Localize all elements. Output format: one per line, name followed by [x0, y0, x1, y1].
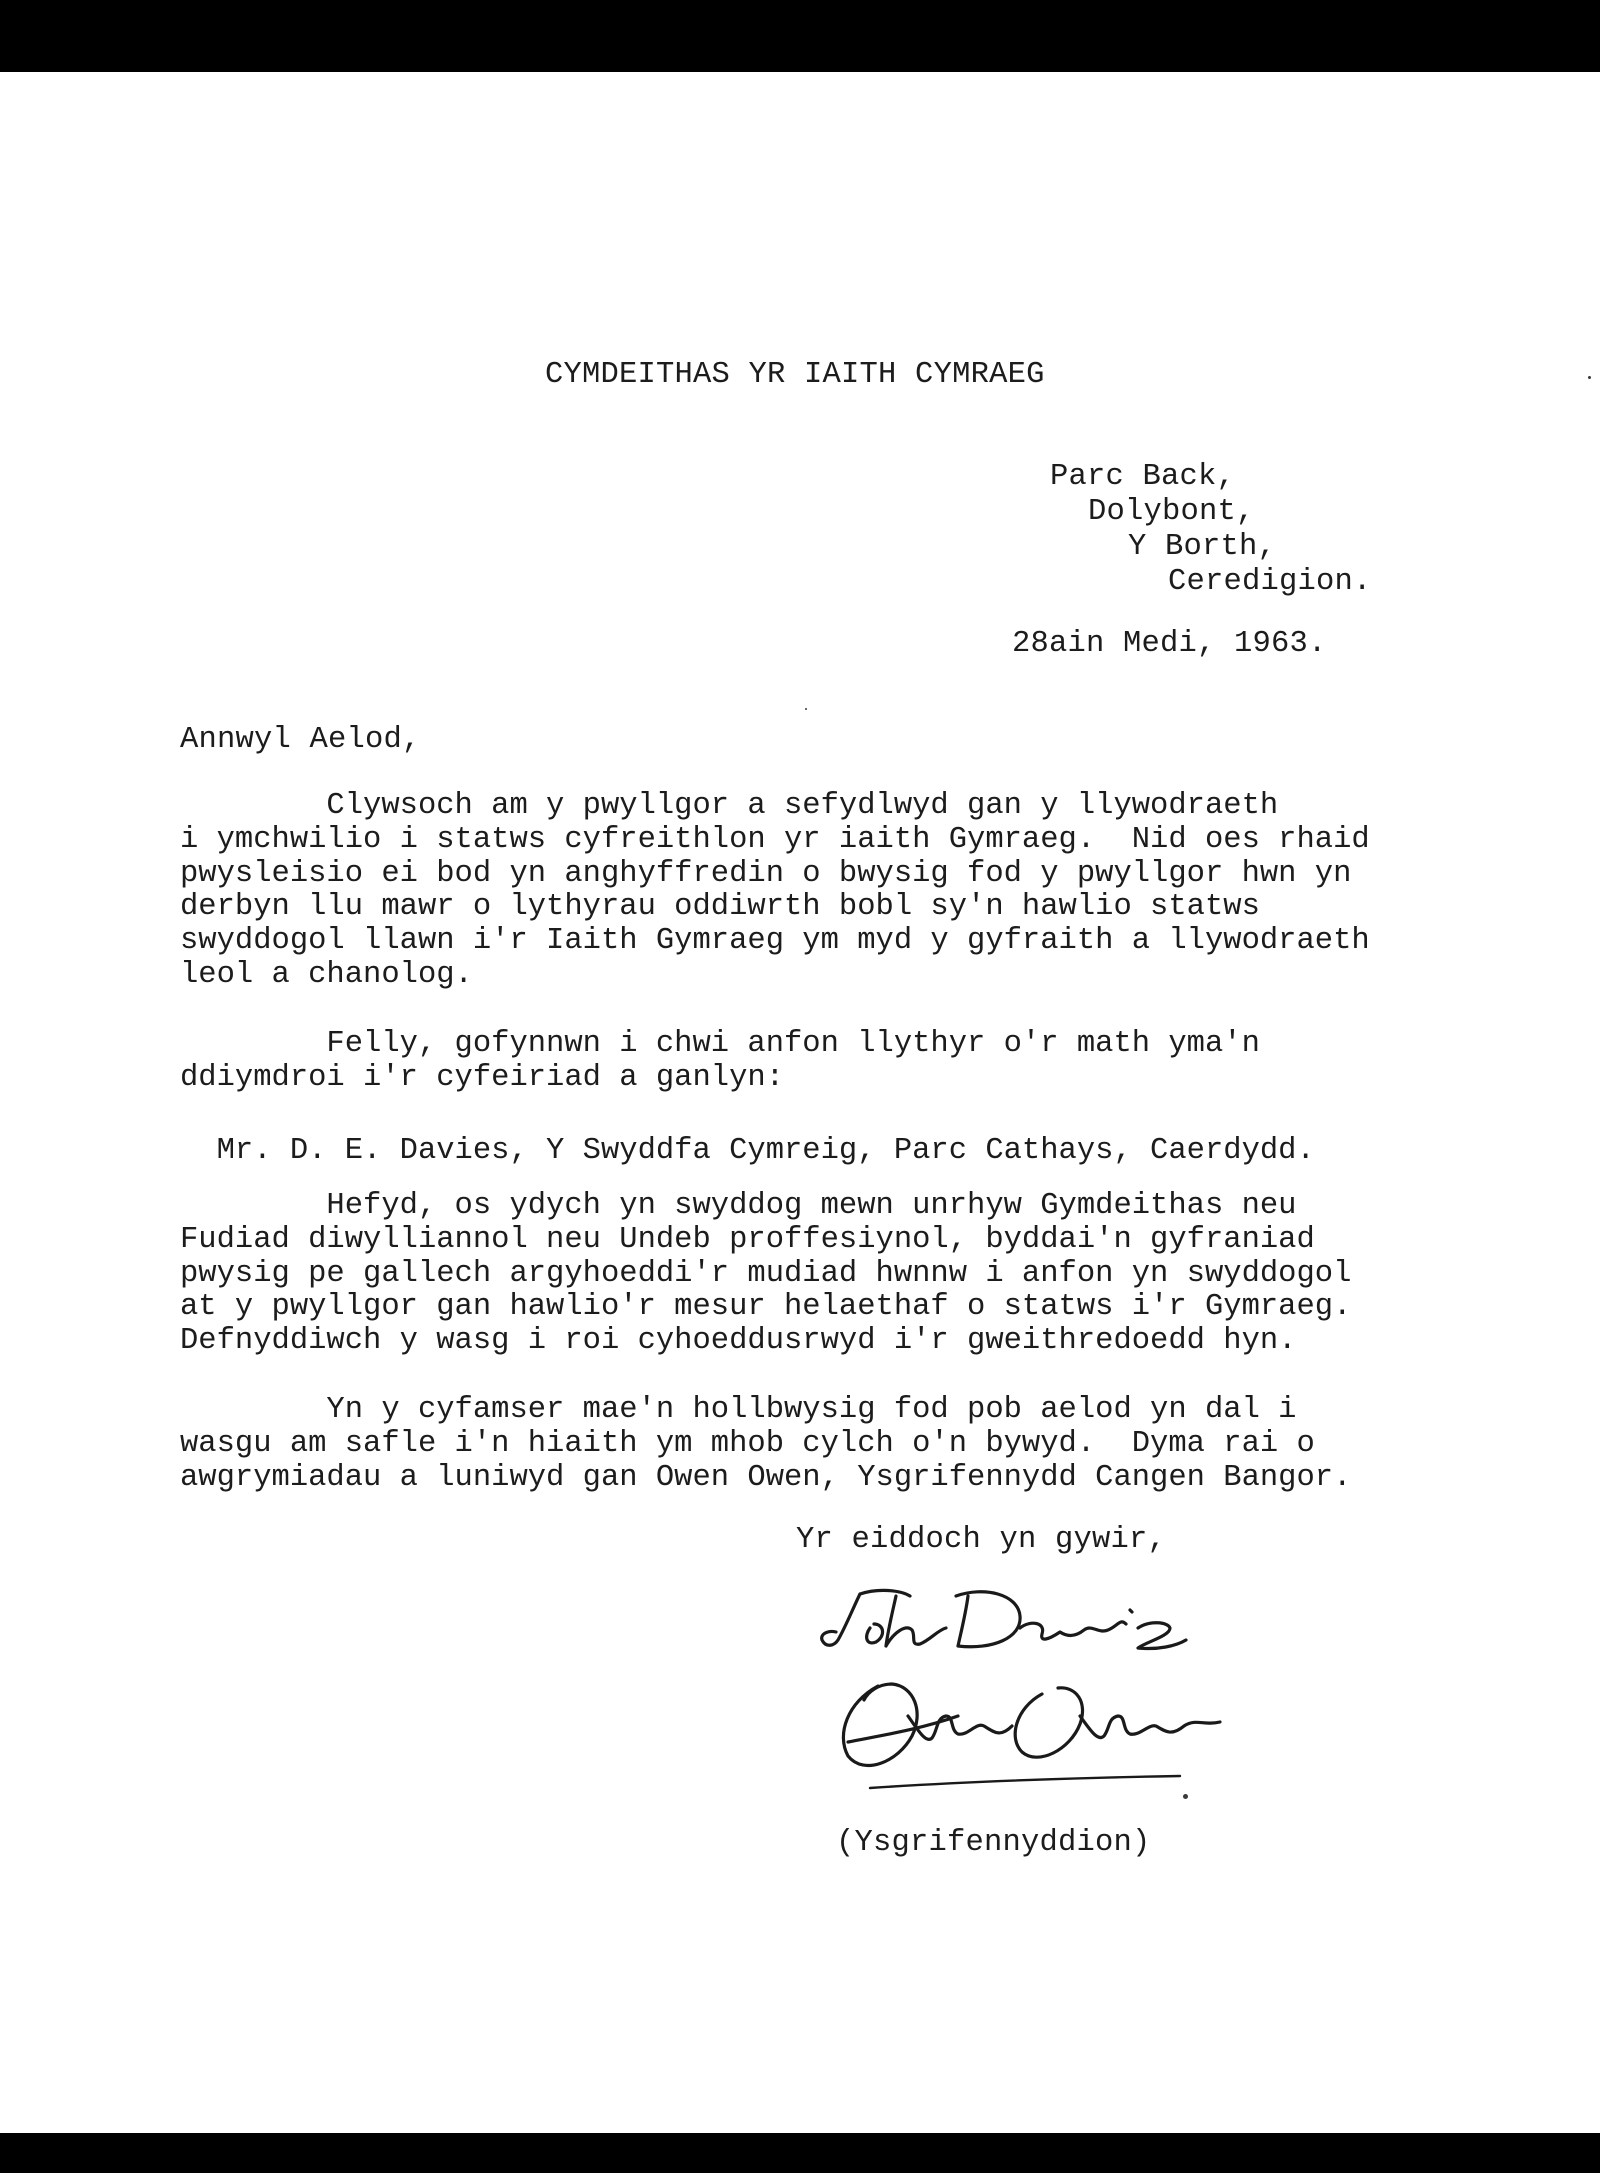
paragraph-line: pwysig pe gallech argyhoeddi'r mudiad hwnnw i anfon yn swyddogol [180, 1256, 1352, 1291]
signature-stroke [867, 1624, 883, 1643]
paragraph-line: ddiymdroi i'r cyfeiriad a ganlyn: [180, 1060, 784, 1095]
signature-stroke [956, 1592, 1020, 1647]
signature-stroke [1138, 1623, 1186, 1649]
paragraph-line: Fudiad diwylliannol neu Undeb proffesiynol, byddai'n gyfraniad [180, 1222, 1315, 1257]
paragraph-line: pwysleisio ei bod yn anghyffredin o bwysig fod y pwyllgor hwn yn [180, 856, 1352, 891]
paragraph-line: wasgu am safle i'n hiaith ym mhob cylch o'n bywyd. Dyma rai o [180, 1426, 1315, 1461]
ink-speck [805, 708, 807, 710]
paragraph-3 [180, 1190, 1510, 1359]
paragraph-2 [180, 1028, 1510, 1096]
signature-stroke [886, 1596, 946, 1646]
address-line-1: Parc Back, [1050, 460, 1236, 494]
paragraph-4 [180, 1394, 1510, 1495]
paragraph-line: Clywsoch am y pwyllgor a sefydlwyd gan y llywodraeth [180, 789, 1279, 823]
paragraph-line: Hefyd, os ydych yn swyddog mewn unrhyw Gymdeithas neu [180, 1189, 1297, 1223]
paragraph-line: leol a chanolog. [180, 957, 473, 992]
letter-heading: CYMDEITHAS YR IAITH CYMRAEG [545, 358, 1045, 392]
paragraph-line: Felly, gofynnwn i chwi anfon llythyr o'r math yma'n [180, 1027, 1260, 1061]
signature-stroke [870, 1776, 1180, 1788]
closing: Yr eiddoch yn gywir, [796, 1523, 1167, 1557]
paragraph-1 [180, 790, 1510, 993]
signatory-role: (Ysgrifennyddion) [836, 1826, 1151, 1860]
paragraph-line: swyddogol llawn i'r Iaith Gymraeg ym myd y gyfraith a llywodraeth [180, 924, 1370, 959]
signature-stroke [1130, 1610, 1132, 1612]
signature-stroke [860, 1590, 910, 1596]
letter-date: 28ain Medi, 1963. [1012, 627, 1327, 661]
paragraph-line: awgrymiadau a luniwyd gan Owen Owen, Ysgrifennydd Cangen Bangor. [180, 1460, 1352, 1495]
signature-stroke [1020, 1622, 1126, 1639]
signature-stroke [1015, 1688, 1082, 1757]
signature-stroke [822, 1594, 860, 1645]
paragraph-line: Yn y cyfamser mae'n hollbwysig fod pob aelod yn dal i [180, 1393, 1297, 1427]
paragraph-line: i ymchwilio i statws cyfreithlon yr iaith Gymraeg. Nid oes rhaid [180, 822, 1370, 857]
ink-speck [1183, 1794, 1188, 1799]
recipient-address-line: Mr. D. E. Davies, Y Swyddfa Cymreig, Parc Cathays, Caerdydd. [180, 1134, 1315, 1168]
scan-border-bottom [0, 2133, 1600, 2173]
paragraph-line: Defnyddiwch y wasg i roi cyhoeddusrwyd i'r gweithredoedd hyn. [180, 1324, 1297, 1359]
ink-speck [1588, 376, 1591, 379]
scan-border-top [0, 0, 1600, 72]
address-line-3: Y Borth, [1128, 530, 1277, 564]
signature-stroke [843, 1684, 917, 1765]
paragraph-line: derbyn llu mawr o lythyrau oddiwrth bobl sy'n hawlio statws [180, 890, 1260, 925]
recipient-address [180, 1135, 1510, 1169]
address-line-2: Dolybont, [1088, 495, 1255, 529]
paragraph-line: at y pwyllgor gan hawlio'r mesur helaethaf o statws i'r Gymraeg. [180, 1290, 1352, 1325]
signature-stroke [1080, 1716, 1220, 1738]
salutation: Annwyl Aelod, [180, 723, 421, 757]
address-line-4: Ceredigion. [1168, 565, 1372, 599]
handwritten-signatures [808, 1566, 1298, 1806]
